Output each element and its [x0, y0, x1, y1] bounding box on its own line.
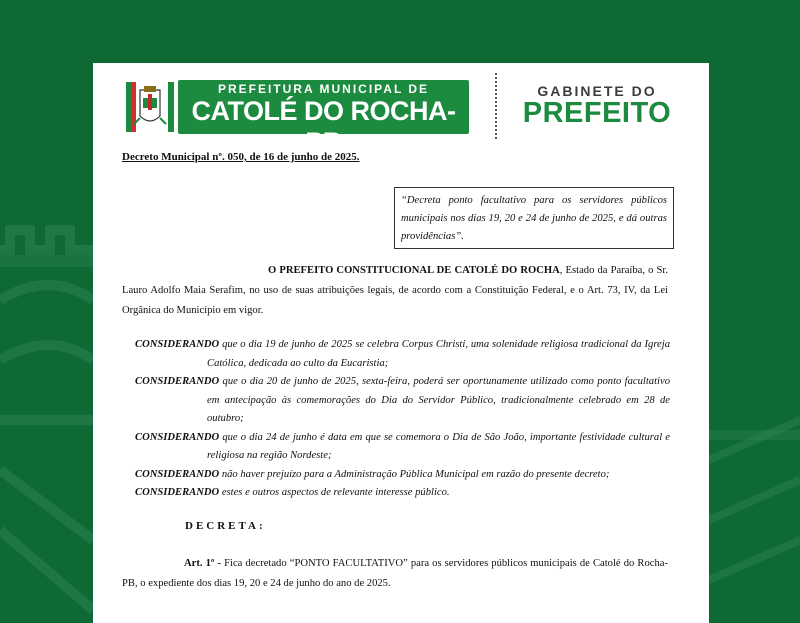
header-divider: [495, 73, 497, 139]
considerando-keyword: CONSIDERANDO: [135, 487, 220, 498]
considerando-keyword: CONSIDERANDO: [135, 376, 220, 387]
cabinet-title: PREFEITO: [522, 97, 672, 129]
considerando-keyword: CONSIDERANDO: [135, 339, 220, 350]
decree-document: [93, 63, 709, 623]
considerando-item: [135, 373, 670, 429]
municipal-banner: [126, 80, 469, 157]
considerando-keyword: CONSIDERANDO: [135, 431, 220, 443]
article-1-text: Fica decretado “PONTO FACULTATIVO” para os servidores públicos municipais de Catolé do Rocha-PB, o expediente dos dias 19, 20 e 24 de junho do ano de 2025.: [122, 558, 668, 589]
considerando-text: que o dia 24 de junho é data em que se comemora o Dia de São João, importante festividade cultural e religiosa na região Nordeste;: [207, 431, 670, 461]
preamble-authority: O PREFEITO CONSTITUCIONAL DE CATOLÉ DO ROCHA: [268, 265, 560, 276]
considerandos-list: [135, 336, 670, 503]
considerando-text: que o dia 20 de junho de 2025, sexta-feira, poderá ser oportunamente utilizado como ponto facultativo em antecipação às comemorações do Dia do Servidor Público, tradicionalmente celebrado em 28 de outubro;: [207, 376, 670, 424]
decree-summary-box: “Decreta ponto facultativo para os servidores públicos municipais nos dias 19, 20 e 24 de junho de 2025, e dá outras providências”.: [394, 187, 674, 249]
preamble: [122, 261, 668, 321]
considerando-item: [135, 429, 670, 466]
considerando-text: não haver prejuízo para a Administração Pública Municipal em razão do presente decreto;: [219, 468, 610, 480]
banner-city-name: CATOLÉ DO ROCHA-PB: [191, 96, 456, 157]
preamble-text: , Estado da Paraíba, o Sr. Lauro Adolfo Maia Serafim, no uso de suas atribuições legais, de acordo com a Constituição Federal, e o Art. 73, IV, da Lei Orgânica do Município em vigor.: [122, 265, 668, 316]
banner-subtitle: PREFEITURA MUNICIPAL DE: [217, 82, 430, 96]
cabinet-label: GABINETE DO: [537, 83, 657, 99]
considerando-item: [135, 336, 670, 373]
considerando-text: estes e outros aspectos de relevante interesse público.: [219, 487, 450, 498]
considerando-item: [135, 466, 670, 485]
considerando-item: [135, 484, 670, 503]
article-1: [122, 554, 668, 594]
considerando-keyword: CONSIDERANDO: [135, 468, 220, 480]
coat-of-arms-icon: [126, 80, 174, 134]
article-1-label: Art. 1º -: [184, 558, 222, 569]
decreta-heading: DECRETA:: [185, 520, 266, 532]
decree-title: Decreto Municipal nº. 050, de 16 de junho de 2025.: [122, 151, 360, 163]
banner-title-block: [178, 80, 469, 157]
considerando-text: que o dia 19 de junho de 2025 se celebra Corpus Christi, uma solenidade religiosa tradicional da Igreja Católica, dedicada ao culto da Eucaristia;: [207, 339, 670, 369]
